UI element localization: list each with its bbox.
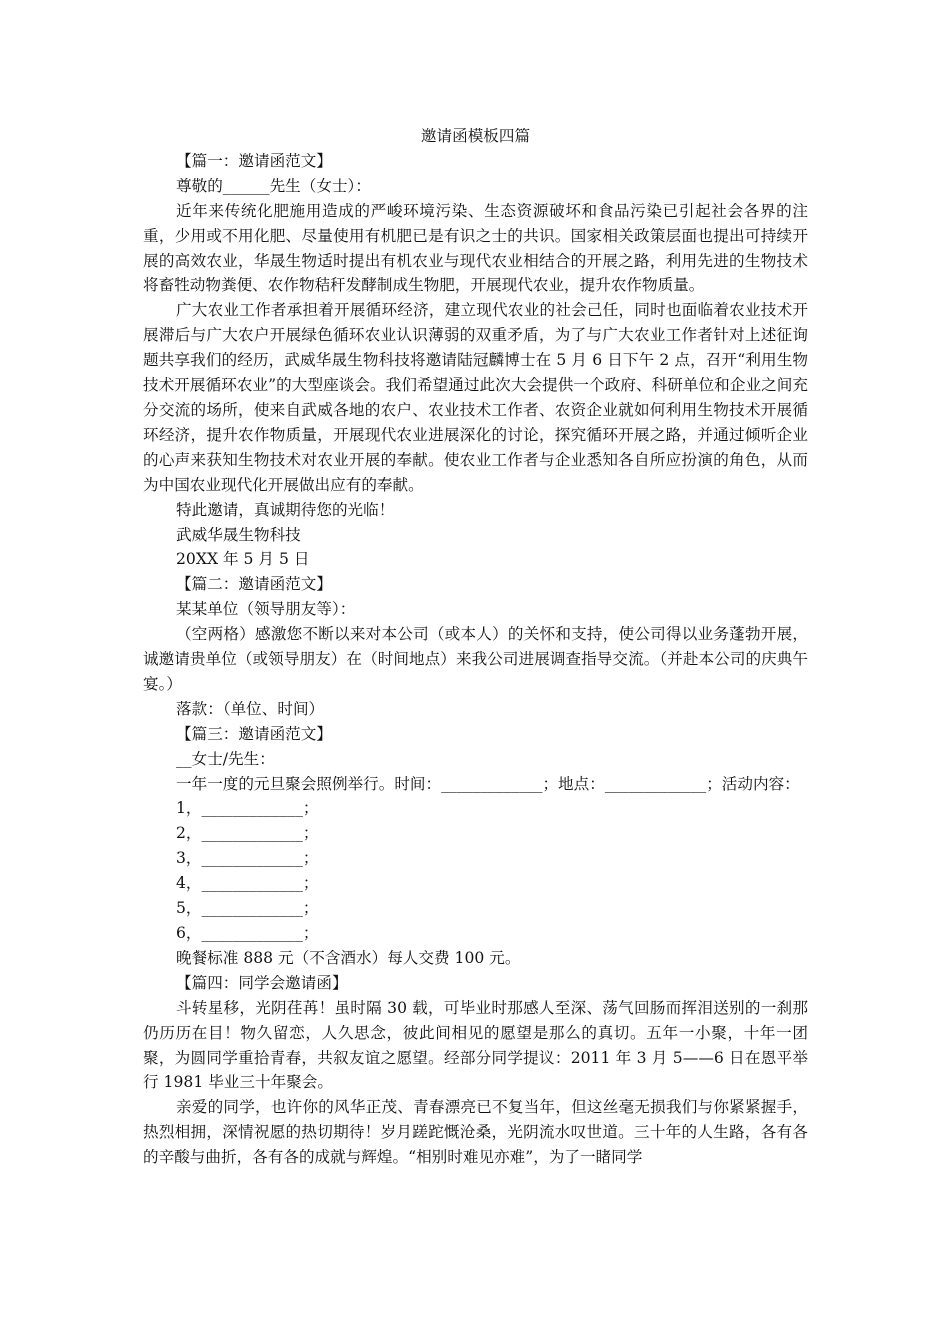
organization-1: 武威华晟生物科技 xyxy=(176,525,301,544)
list-item: 4，_____________； xyxy=(176,874,319,893)
list-item: 1，_____________； xyxy=(176,799,319,818)
closing-1: 特此邀请，真诚期待您的光临！ xyxy=(176,500,395,519)
salutation-3: __女士/先生： xyxy=(176,749,275,768)
list-item: 3，_____________； xyxy=(176,849,319,868)
signature-2: 落款：（单位、时间） xyxy=(176,699,325,718)
salutation-2: 某某单位（领导朋友等）： xyxy=(176,600,356,619)
section-heading-3: 【篇三：邀请函范文】 xyxy=(176,724,332,743)
document-page xyxy=(143,124,808,1170)
paragraph-1-1: 近年来传统化肥施用造成的严峻环境污染、生态资源破坏和食品污染已引起社会各界的注重，少用或不用化肥、尽量使用有机肥已是有识之士的共识。国家相关政策层面也提出可持续开展的高效农业，华晟生物适时提出有机农业与现代农业相结合的开展之路，利用先进的生物技术将畜牲动物粪便、农作物秸秆发酵制成生物肥，开展现代农业，提升农作物质量。 xyxy=(143,201,808,295)
section-heading-1: 【篇一：邀请函范文】 xyxy=(176,151,332,170)
salutation-1: 尊敬的______先生（女士）： xyxy=(176,176,371,195)
fee-line-3: 晚餐标准 888 元（不含酒水）每人交费 100 元。 xyxy=(176,948,521,967)
paragraph-4-1: 斗转星移，光阴荏苒！虽时隔 30 载，可毕业时那感人至深、荡气回肠而挥泪送别的一刹那仍历历在目！物久留恋，人久思念，彼此间相见的愿望是那么的真切。五年一小聚，十年一团聚，为圆同学重拾青春，共叙友谊之愿望。经部分同学提议：2011 年 3 月 5——6 日在恩平举行 1981 毕业三十年聚会。 xyxy=(143,998,808,1092)
date-1: 20XX 年 5 月 5 日 xyxy=(176,550,310,569)
section-heading-4: 【篇四：同学会邀请函】 xyxy=(176,973,348,992)
list-item: 5，_____________； xyxy=(176,899,319,918)
paragraph-4-2: 亲爱的同学，也许你的风华正茂、青春漂亮已不复当年，但这丝毫无损我们与你紧紧握手，热烈相拥，深情祝愿的热切期待！岁月蹉跎慨沧桑，光阴流水叹世道。三十年的人生路，各有各的辛酸与曲折，各有各的成就与辉煌。“相别时难见亦难”，为了一睹同学 xyxy=(143,1098,808,1167)
section-heading-2: 【篇二：邀请函范文】 xyxy=(176,575,332,594)
document-title: 邀请函模板四篇 xyxy=(420,127,531,145)
paragraph-3-1: 一年一度的元旦聚会照例举行。时间：_____________；地点：_____________；活动内容： xyxy=(176,774,800,793)
paragraph-1-2: 广大农业工作者承担着开展循环经济，建立现代农业的社会己任，同时也面临着农业技术开展滞后与广大农户开展绿色循环农业认识薄弱的双重矛盾，为了与广大农业工作者针对上述征询题共享我们的经历，武威华晟生物科技将邀请陆冠麟博士在 5 月 6 日下午 2 点，召开“利用生物技术开展循环农业”的大型座谈会。我们希望通过此次大会提供一个政府、科研单位和企业之间充分交流的场所，使来自武威各地的农户、农业技术工作者、农资企业就如何利用生物技术开展循环经济，提升农作物质量，开展现代农业进展深化的讨论，探究循环开展之路，并通过倾听企业的心声来获知生物技术对农业开展的奉献。使农业工作者与企业悉知各自所应扮演的角色，从而为中国农业现代化开展做出应有的奉献。 xyxy=(143,301,808,494)
paragraph-2-1: （空两格）感激您不断以来对本公司（或本人）的关怀和支持，使公司得以业务蓬勃开展，诚邀请贵单位（或领导朋友）在（时间地点）来我公司进展调查指导交流。（并赴本公司的庆典午宴。） xyxy=(143,625,808,693)
list-item: 2，_____________； xyxy=(176,824,319,843)
list-item: 6，_____________； xyxy=(176,924,319,942)
